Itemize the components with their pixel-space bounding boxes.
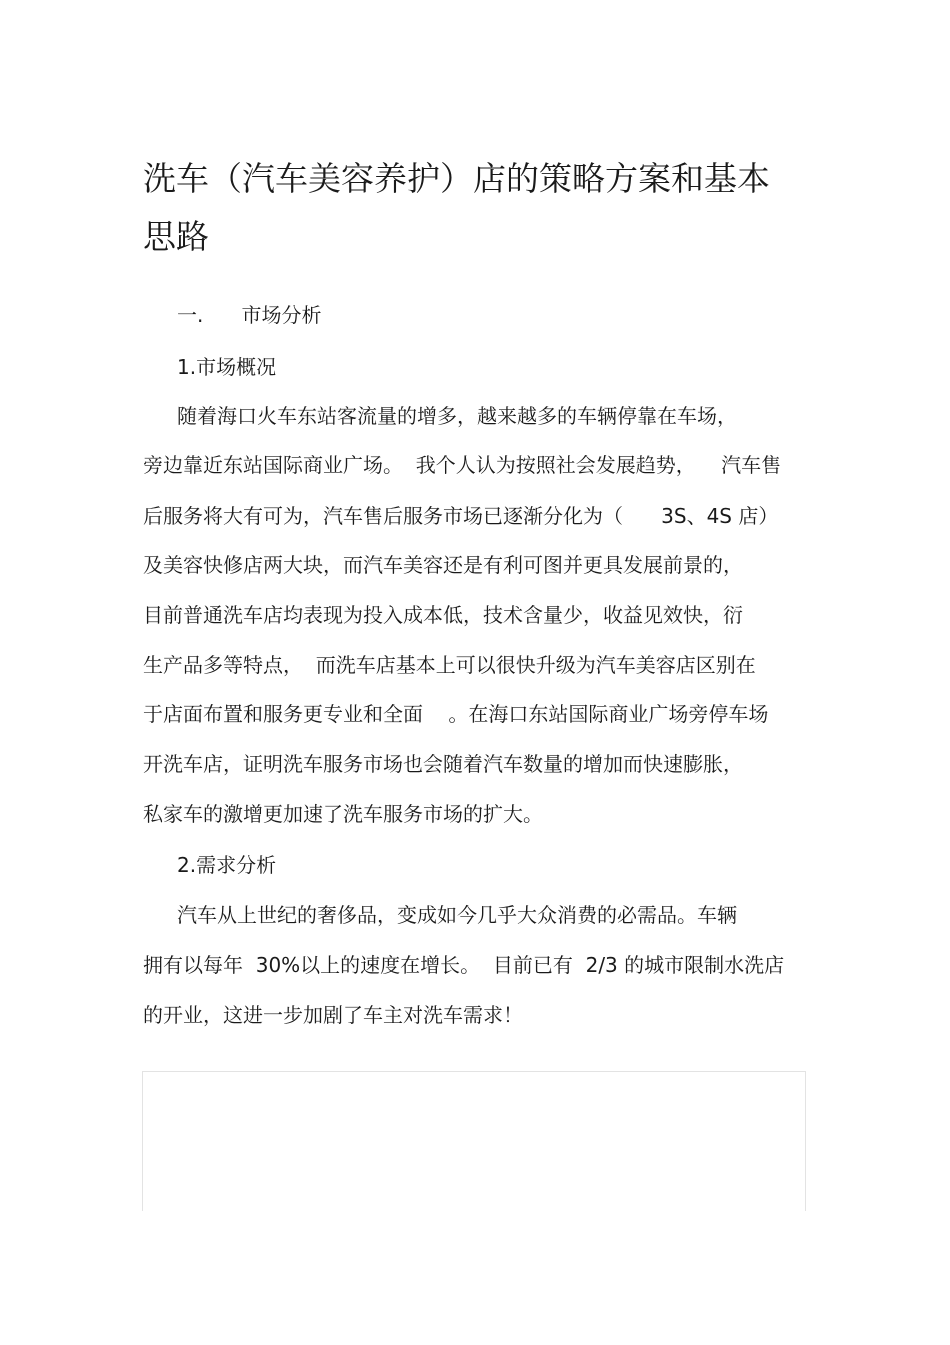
paragraph-line: 后服务将大有可为，汽车售后服务市场已逐渐分化为（ 3S、4S 店） — [143, 504, 779, 528]
paragraph-line: 于店面布置和服务更专业和全面 。在海口东站国际商业广场旁停车场 — [143, 702, 769, 726]
subsection-heading-market-overview: 1.市场概况 — [177, 355, 277, 379]
paragraph-line: 汽车从上世纪的奢侈品，变成如今几乎大众消费的必需品。车辆 — [177, 903, 737, 927]
paragraph-line: 随着海口火车东站客流量的增多，越来越多的车辆停靠在车场， — [177, 404, 737, 428]
paragraph-line: 及美容快修店两大块，而汽车美容还是有利可图并更具发展前景的， — [143, 553, 743, 577]
section-heading-market-analysis: 一. 市场分析 — [177, 303, 322, 327]
subsection-heading-demand-analysis: 2.需求分析 — [177, 853, 277, 877]
paragraph-line: 开洗车店，证明洗车服务市场也会随着汽车数量的增加而快速膨胀， — [143, 752, 743, 776]
paragraph-line: 旁边靠近东站国际商业广场。 我个人认为按照社会发展趋势， 汽车售 — [143, 453, 782, 477]
image-placeholder-frame — [142, 1071, 806, 1211]
paragraph-line: 目前普通洗车店均表现为投入成本低，技术含量少，收益见效快，衍 — [143, 603, 743, 627]
paragraph-line: 的开业，这进一步加剧了车主对洗车需求！ — [143, 1003, 523, 1027]
document-title: 洗车（汽车美容养护）店的策略方案和基本思路 — [143, 159, 770, 256]
paragraph-line: 拥有以每年 30%以上的速度在增长。 目前已有 2/3 的城市限制水洗店 — [143, 953, 785, 977]
paragraph-line: 生产品多等特点， 而洗车店基本上可以很快升级为汽车美容店区别在 — [143, 653, 756, 677]
paragraph-line: 私家车的激增更加速了洗车服务市场的扩大。 — [143, 802, 543, 826]
